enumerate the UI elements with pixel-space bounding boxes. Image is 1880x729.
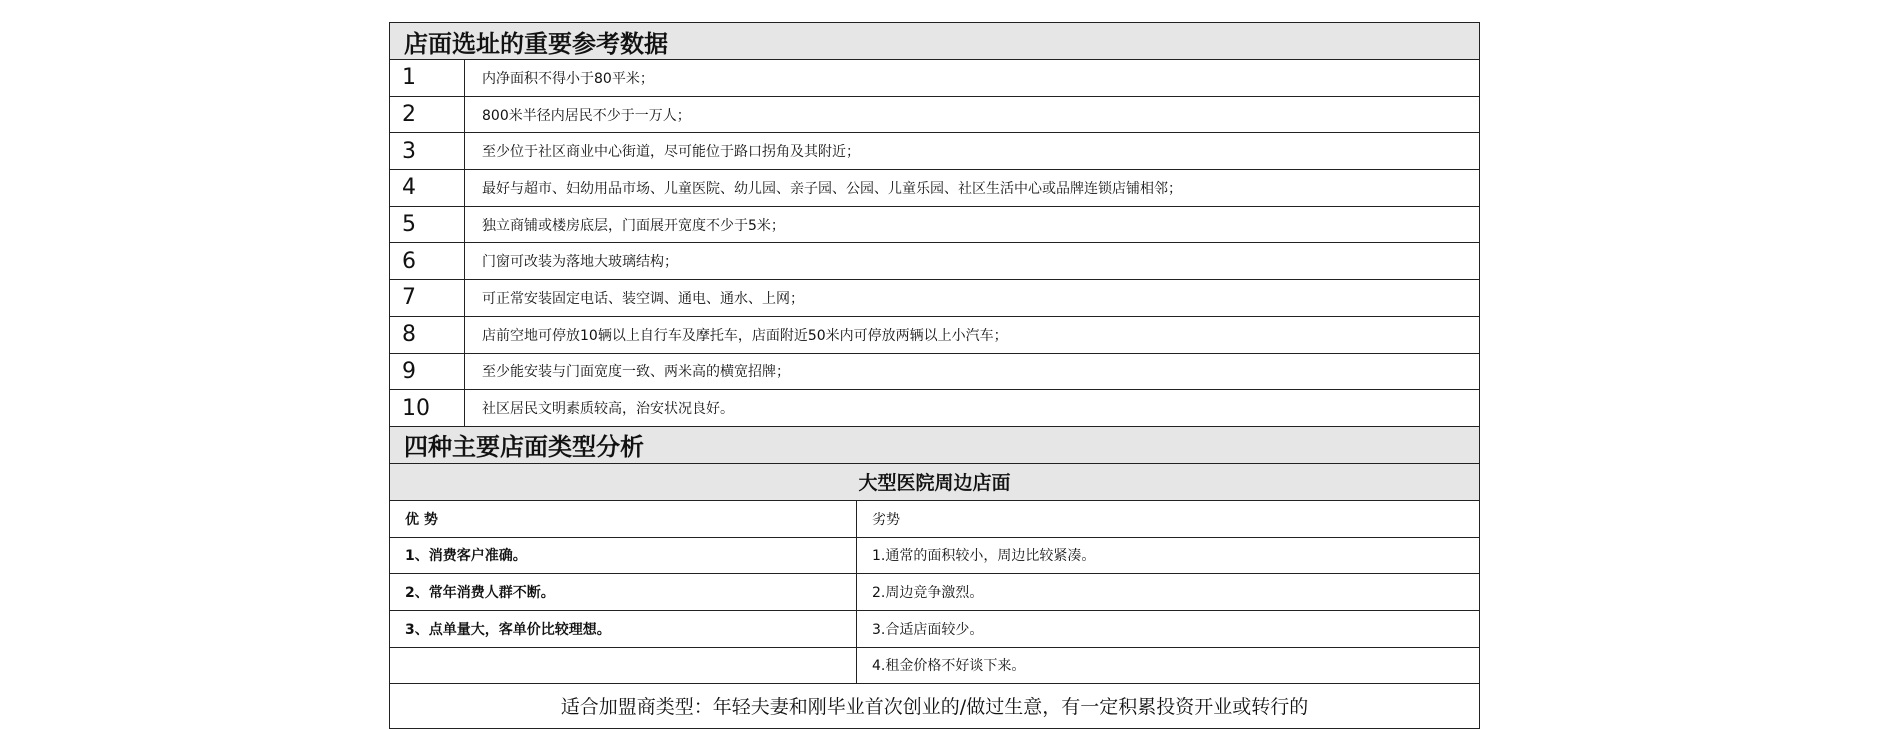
- section-header: [390, 23, 1480, 60]
- suitable-franchisee-text: 适合加盟商类型：年轻夫妻和刚毕业首次创业的/做过生意，有一定积累投资开业或转行的: [390, 684, 1480, 729]
- section-title-store-types: 四种主要店面类型分析: [390, 426, 1480, 463]
- row-number: 1: [390, 60, 465, 97]
- row-number: 5: [390, 206, 465, 243]
- table-row: [390, 280, 1480, 317]
- table-row: [390, 353, 1480, 390]
- table-row: [390, 133, 1480, 170]
- disadvantage-cell: 3.合适店面较少。: [857, 610, 1480, 647]
- table-row: [390, 316, 1480, 353]
- section-title-site-selection: 店面选址的重要参考数据: [390, 23, 1480, 60]
- table-row: [390, 60, 1480, 97]
- row-number: 2: [390, 96, 465, 133]
- disadvantages-header: 劣势: [857, 500, 1480, 537]
- table-header-row: [390, 500, 1480, 537]
- table-row: [390, 537, 1480, 574]
- row-text: 可正常安装固定电话、装空调、通电、通水、上网；: [465, 280, 1480, 317]
- subsection-header: [390, 463, 1480, 500]
- table-row: [390, 574, 1480, 611]
- table-row: [390, 170, 1480, 207]
- disadvantage-cell: 1.通常的面积较小，周边比较紧凑。: [857, 537, 1480, 574]
- row-number: 10: [390, 390, 465, 427]
- advantage-cell: 1、消费客户准确。: [390, 537, 857, 574]
- section-header: [390, 426, 1480, 463]
- row-text: 800米半径内居民不少于一万人；: [465, 96, 1480, 133]
- row-number: 9: [390, 353, 465, 390]
- row-text: 独立商铺或楼房底层，门面展开宽度不少于5米；: [465, 206, 1480, 243]
- table-row: [390, 647, 1480, 684]
- table-row: [390, 96, 1480, 133]
- summary-row: [390, 684, 1480, 729]
- row-number: 7: [390, 280, 465, 317]
- subsection-title-hospital: 大型医院周边店面: [390, 463, 1480, 500]
- row-text: 至少能安装与门面宽度一致、两米高的横宽招牌；: [465, 353, 1480, 390]
- row-number: 8: [390, 316, 465, 353]
- table-row: [390, 206, 1480, 243]
- advantage-cell: [390, 647, 857, 684]
- disadvantage-cell: 4.租金价格不好谈下来。: [857, 647, 1480, 684]
- row-number: 4: [390, 170, 465, 207]
- table-row: [390, 390, 1480, 427]
- row-text: 至少位于社区商业中心街道，尽可能位于路口拐角及其附近；: [465, 133, 1480, 170]
- row-text: 社区居民文明素质较高，治安状况良好。: [465, 390, 1480, 427]
- row-text: 店前空地可停放10辆以上自行车及摩托车，店面附近50米内可停放两辆以上小汽车；: [465, 316, 1480, 353]
- advantage-cell: 3、点单量大，客单价比较理想。: [390, 610, 857, 647]
- row-text: 内净面积不得小于80平米；: [465, 60, 1480, 97]
- reference-table: [389, 22, 1480, 729]
- table-row: [390, 243, 1480, 280]
- row-text: 门窗可改装为落地大玻璃结构；: [465, 243, 1480, 280]
- disadvantage-cell: 2.周边竞争激烈。: [857, 574, 1480, 611]
- row-number: 6: [390, 243, 465, 280]
- table-row: [390, 610, 1480, 647]
- advantage-cell: 2、常年消费人群不断。: [390, 574, 857, 611]
- row-number: 3: [390, 133, 465, 170]
- row-text: 最好与超市、妇幼用品市场、儿童医院、幼儿园、亲子园、公园、儿童乐园、社区生活中心或品牌连锁店铺相邻；: [465, 170, 1480, 207]
- advantages-header: 优 势: [390, 500, 857, 537]
